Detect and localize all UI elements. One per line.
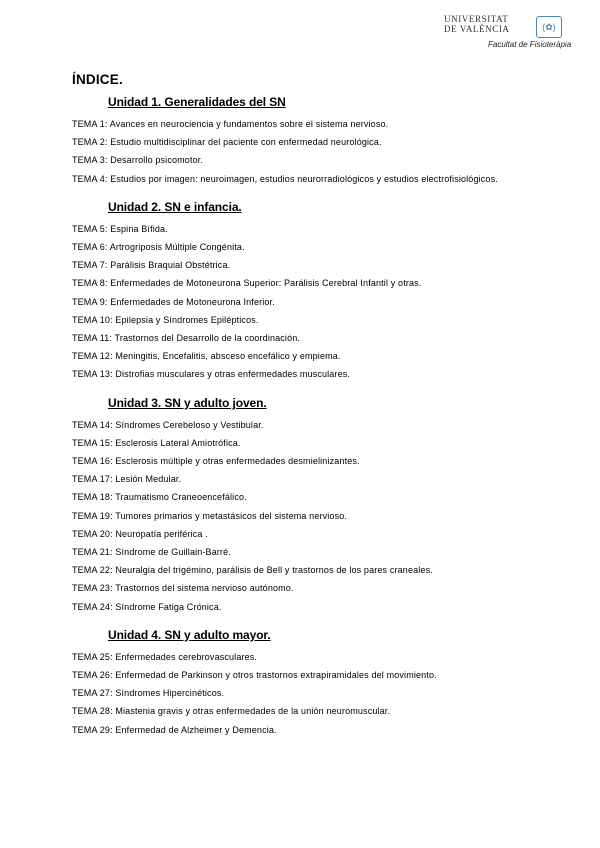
topic-list xyxy=(72,648,542,739)
topic-item: TEMA 10: Epilepsia y Síndromes Epilépticos. xyxy=(72,314,259,325)
topic-item: TEMA 16: Esclerosis múltiple y otras enfermedades desmielinizantes. xyxy=(72,456,360,467)
unit-section xyxy=(72,95,542,188)
unit-heading: Unidad 2. SN e infancia. xyxy=(108,199,242,214)
topic-item: TEMA 25: Enfermedades cerebrovasculares. xyxy=(72,651,258,662)
topic-list xyxy=(72,416,542,616)
topic-item: TEMA 22: Neuralgia del trigémino, parálisis de Bell y trastornos de los pares craneales. xyxy=(72,565,433,576)
unit-section xyxy=(72,200,542,384)
topic-item: TEMA 24: Síndrome Fatiga Crónica. xyxy=(72,601,222,612)
unit-heading: Unidad 1. Generalidades del SN xyxy=(108,95,286,109)
topic-item: TEMA 9: Enfermedades de Motoneurona Inferior. xyxy=(72,296,275,307)
topic-item: TEMA 18: Traumatismo Craneoencefálico. xyxy=(72,492,247,503)
topic-list xyxy=(72,220,542,384)
topic-item: TEMA 3: Desarrollo psicomotor. xyxy=(72,155,204,166)
topic-item: TEMA 11: Trastornos del Desarrollo de la coordinación. xyxy=(72,333,301,344)
university-name-line1: UNIVERSITAT xyxy=(444,14,509,24)
university-emblem-icon: (✿) xyxy=(536,16,562,38)
topic-item: TEMA 20: Neuropatía periférica . xyxy=(72,528,208,539)
topic-item: TEMA 1: Avances en neurociencia y fundamentos sobre el sistema nervioso. xyxy=(72,119,389,129)
university-logo xyxy=(444,14,584,60)
page-title: ÍNDICE. xyxy=(72,72,123,87)
topic-item: TEMA 2: Estudio multidisciplinar del paciente con enfermedad neurológica. xyxy=(72,137,382,148)
topic-item: TEMA 14: Síndromes Cerebeloso y Vestibular. xyxy=(72,419,264,430)
topic-item: TEMA 28: Miastenia gravis y otras enfermedades de la unión neuromuscular. xyxy=(72,706,391,717)
topic-item: TEMA 29: Enfermedad de Alzheimer y Demencia. xyxy=(72,724,277,735)
topic-item: TEMA 26: Enfermedad de Parkinson y otros trastornos extrapiramidales del movimiento. xyxy=(72,670,437,681)
topic-item: TEMA 27: Síndromes Hipercinéticos. xyxy=(72,688,225,699)
university-name-line2: DE VALÈNCIA xyxy=(444,24,510,34)
faculty-name: Facultat de Fisioteràpia xyxy=(488,40,572,49)
unit-heading: Unidad 3. SN y adulto joven. xyxy=(108,395,267,410)
topic-item: TEMA 15: Esclerosis Lateral Amiotrófica. xyxy=(72,437,241,448)
university-name xyxy=(444,14,534,34)
topic-item: TEMA 17: Lesión Medular. xyxy=(72,474,182,485)
unit-heading: Unidad 4. SN y adulto mayor. xyxy=(108,627,271,642)
topic-item: TEMA 7: Parálisis Braquial Obstétrica. xyxy=(72,260,231,271)
unit-section xyxy=(72,628,542,739)
unit-section xyxy=(72,396,542,616)
topic-item: TEMA 5: Espina Bífida. xyxy=(72,223,168,234)
topic-item: TEMA 21: Síndrome de Guillain-Barré. xyxy=(72,547,231,558)
topic-item: TEMA 6: Artrogriposis Múltiple Congénita. xyxy=(72,242,245,253)
topic-item: TEMA 23: Trastornos del sistema nervioso autónomo. xyxy=(72,583,294,594)
topic-item: TEMA 13: Distrofias musculares y otras enfermedades musculares. xyxy=(72,369,351,380)
document-body xyxy=(72,72,542,751)
topic-item: TEMA 19: Tumores primarios y metastásicos del sistema nervioso. xyxy=(72,510,348,521)
topic-item: TEMA 12: Meningitis, Encefalitis, absceso encefálico y empiema. xyxy=(72,351,341,362)
topic-item: TEMA 8: Enfermedades de Motoneurona Superior: Parálisis Cerebral Infantil y otras. xyxy=(72,278,422,289)
topic-list xyxy=(72,115,542,188)
topic-item: TEMA 4: Estudios por imagen: neuroimagen, estudios neurorradiológicos y estudios electrofisiológicos. xyxy=(72,173,498,184)
